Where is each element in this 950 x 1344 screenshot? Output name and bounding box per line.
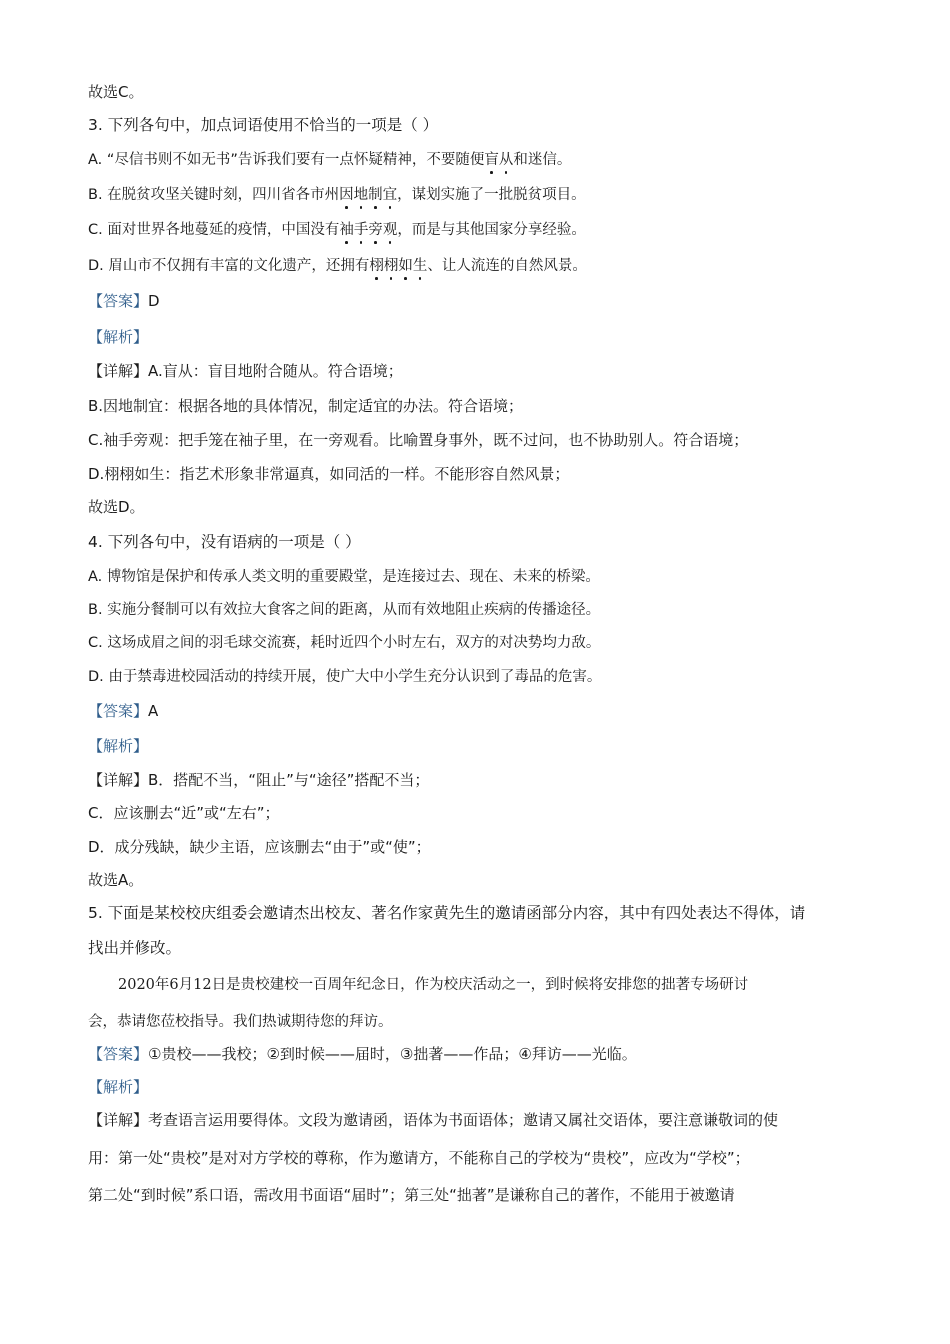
q3-option-c [88, 220, 586, 240]
dotted-char: 地 [353, 187, 369, 203]
dotted-char: 袖 [339, 222, 354, 238]
q5-answer-value: ①贵校——我校；②到时候——届时，③拙著——作品；④拜访——光临。 [148, 1045, 637, 1063]
detail-tag: 【详解】 [88, 362, 149, 380]
dotted-char: 栩 [383, 258, 399, 274]
q3-detail-a-text: A.盲从：盲目地附合随从。符合语境； [148, 362, 403, 380]
dotted-char: 旁 [368, 222, 383, 238]
dotted-char: 栩 [369, 258, 384, 274]
q3-detail-c: C.袖手旁观：把手笼在袖子里，在一旁观看。比喻置身事外，既不过问，也不协助别人。符合语境； [88, 431, 749, 449]
answer-tag: 【答案】 [88, 702, 149, 720]
dotted-char: 手 [353, 222, 369, 238]
q4-analysis-tag: 【解析】 [88, 737, 149, 755]
q3-option-b-post: ，谋划实施了一批脱贫项目。 [397, 187, 586, 203]
q4-detail-c: C．应该删去“近”或“左右”； [88, 804, 280, 822]
prev-conclusion: 故选C。 [88, 83, 144, 101]
q3-conclusion: 故选D。 [88, 498, 145, 516]
q5-passage-line2: 会，恭请您莅校指导。我们热诚期待您的拜访。 [88, 1014, 393, 1030]
q4-option-b: B. 实施分餐制可以有效拉大食客之间的距离，从而有效地阻止疾病的传播途径。 [88, 602, 601, 618]
q4-option-a: A. 博物馆是保护和传承人类文明的重要殿堂，是连接过去、现在、未来的桥梁。 [88, 569, 600, 585]
q4-option-c: C. 这场成眉之间的羽毛球交流赛，耗时近四个小时左右，双方的对决势均力敌。 [88, 635, 601, 651]
dotted-char: 从 [498, 152, 514, 168]
q3-option-a-post: 和迷信。 [513, 152, 572, 168]
q4-answer-value: A [148, 702, 159, 720]
dotted-char: 观 [382, 222, 398, 238]
q4-conclusion: 故选A。 [88, 871, 144, 889]
q3-stem: 3. 下列各句中，加点词语使用不恰当的一项是（ ） [88, 116, 439, 134]
q5-passage-line1: 2020年6月12日是贵校建校一百周年纪念日，作为校庆活动之一，到时候将安排您的拙著专场研讨 [118, 977, 749, 993]
q5-stem-line2: 找出并修改。 [88, 939, 182, 957]
dotted-char: 生 [412, 258, 428, 274]
q5-stem-line1: 5. 下面是某校校庆组委会邀请杰出校友、著名作家黄先生的邀请函部分内容，其中有四处表达不得体，请 [88, 904, 806, 922]
dotted-char: 制 [368, 187, 383, 203]
q3-option-a [88, 150, 571, 170]
q4-detail-d: D．成分残缺，缺少主语，应该删去“由于”或“使”； [88, 838, 431, 856]
q4-answer [88, 701, 158, 721]
q3-option-b [88, 185, 586, 205]
dotted-char: 宜 [382, 187, 398, 203]
q3-option-c-pre: C. 面对世界各地蔓延的疫情，中国没有 [88, 222, 340, 238]
q5-answer [88, 1044, 637, 1064]
q5-analysis-tag: 【解析】 [88, 1078, 149, 1096]
q3-detail-a [88, 361, 403, 381]
q3-analysis-tag: 【解析】 [88, 328, 149, 346]
q3-detail-d: D.栩栩如生：指艺术形象非常逼真，如同活的一样。不能形容自然风景； [88, 465, 570, 483]
q5-detail-line2: 用：第一处“贵校”是对对方学校的尊称，作为邀请方，不能称自己的学校为“贵校”，应改为“学校”； [88, 1149, 750, 1167]
q3-detail-b: B.因地制宜：根据各地的具体情况，制定适宜的办法。符合语境； [88, 397, 524, 415]
q5-detail-line1 [88, 1110, 778, 1130]
dotted-char: 盲 [484, 152, 499, 168]
q3-option-d-pre: D. 眉山市不仅拥有丰富的文化遗产，还拥有 [88, 258, 370, 274]
answer-tag: 【答案】 [88, 1045, 149, 1063]
q4-option-d: D. 由于禁毒进校园活动的持续开展，使广大中小学生充分认识到了毒品的危害。 [88, 669, 602, 685]
q5-detail-line3: 第二处“到时候”系口语，需改用书面语“届时”；第三处“拙著”是谦称自己的著作，不能用于被邀请 [88, 1186, 735, 1204]
q3-option-b-pre: B. 在脱贫攻坚关键时刻，四川省各市州 [88, 187, 340, 203]
q4-detail-b-text: B．搭配不当，“阻止”与“途径”搭配不当； [148, 771, 430, 789]
detail-tag: 【详解】 [88, 771, 149, 789]
dotted-char: 如 [398, 258, 413, 274]
q3-option-d-post: 、让人流连的自然风景。 [427, 258, 587, 274]
q4-stem: 4. 下列各句中，没有语病的一项是（ ） [88, 533, 361, 551]
dotted-char: 因 [339, 187, 354, 203]
q3-option-a-pre: A. “尽信书则不如无书”告诉我们要有一点怀疑精神，不要随便 [88, 152, 485, 168]
q5-detail-line1-text: 考查语言运用要得体。文段为邀请函，语体为书面语体；邀请又属社交语体，要注意谦敬词的使 [148, 1111, 779, 1129]
q4-detail-b [88, 770, 429, 790]
answer-tag: 【答案】 [88, 292, 149, 310]
q3-answer [88, 291, 160, 311]
detail-tag: 【详解】 [88, 1111, 149, 1129]
q3-answer-value: D [148, 292, 160, 310]
q3-option-d [88, 256, 587, 276]
q3-option-c-post: ，而是与其他国家分享经验。 [397, 222, 586, 238]
